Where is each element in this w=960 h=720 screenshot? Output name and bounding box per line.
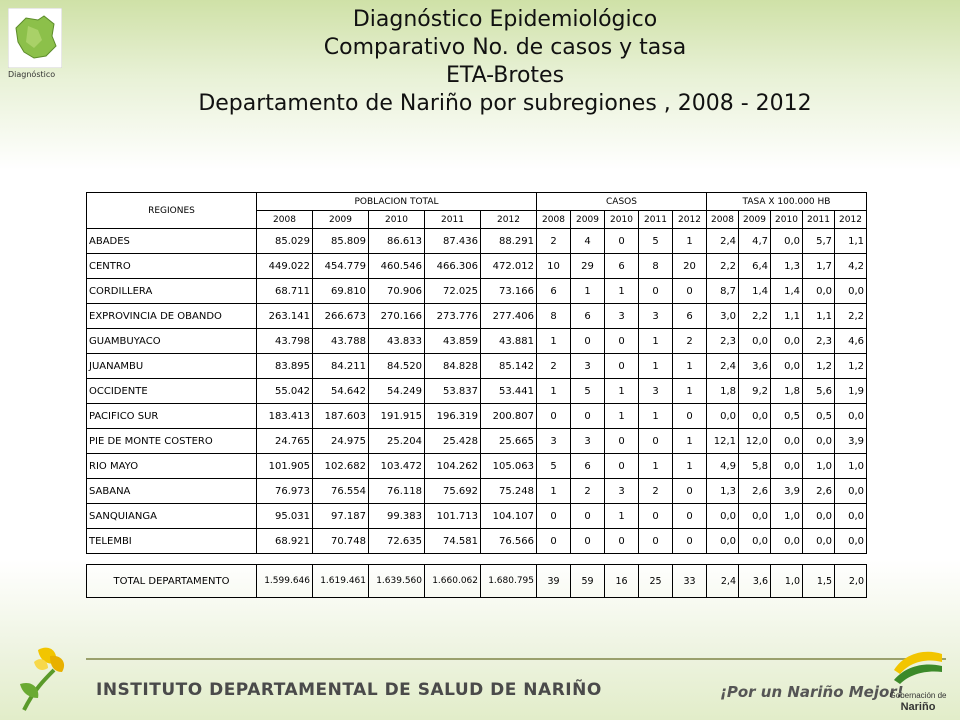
population-header: POBLACION TOTAL — [257, 193, 537, 211]
cases-cell: 29 — [571, 254, 605, 279]
pop-cell: 24.765 — [257, 429, 313, 454]
year-header-cell: 2011 — [639, 211, 673, 229]
pop-cell: 97.187 — [313, 504, 369, 529]
table-row — [87, 354, 867, 379]
rate-cell: 2,4 — [707, 229, 739, 254]
pop-cell: 53.837 — [425, 379, 481, 404]
rate-cell: 2,2 — [707, 254, 739, 279]
total-pop-cell: 1.660.062 — [425, 565, 481, 598]
rate-cell: 2,6 — [739, 479, 771, 504]
cases-cell: 5 — [639, 229, 673, 254]
rate-cell: 1,8 — [707, 379, 739, 404]
pop-cell: 25.204 — [369, 429, 425, 454]
cases-cell: 0 — [571, 504, 605, 529]
cases-cell: 2 — [571, 479, 605, 504]
region-cell: CENTRO — [87, 254, 257, 279]
narino-map-logo — [8, 8, 62, 68]
cases-cell: 0 — [537, 404, 571, 429]
cases-cell: 6 — [571, 454, 605, 479]
cases-cell: 0 — [571, 329, 605, 354]
rate-cell: 1,0 — [771, 504, 803, 529]
institute-name: INSTITUTO DEPARTAMENTAL DE SALUD DE NARIÑO — [96, 680, 602, 700]
rate-cell: 1,2 — [835, 354, 867, 379]
rate-cell: 3,6 — [739, 354, 771, 379]
region-cell: GUAMBUYACO — [87, 329, 257, 354]
cases-cell: 0 — [639, 429, 673, 454]
pop-cell: 84.828 — [425, 354, 481, 379]
rate-cell: 1,4 — [739, 279, 771, 304]
title-line-1: Diagnóstico Epidemiológico — [352, 7, 658, 32]
cases-cell: 0 — [571, 529, 605, 554]
region-cell: ABADES — [87, 229, 257, 254]
total-table — [86, 564, 867, 598]
year-header-cell: 2011 — [425, 211, 481, 229]
rate-cell: 1,2 — [803, 354, 835, 379]
cases-cell: 1 — [673, 354, 707, 379]
cases-cell: 1 — [605, 404, 639, 429]
pop-cell: 87.436 — [425, 229, 481, 254]
pop-cell: 24.975 — [313, 429, 369, 454]
pop-cell: 85.029 — [257, 229, 313, 254]
cases-cell: 3 — [605, 479, 639, 504]
cases-cell: 2 — [537, 229, 571, 254]
rate-cell: 8,7 — [707, 279, 739, 304]
region-cell: RIO MAYO — [87, 454, 257, 479]
cases-cell: 0 — [673, 529, 707, 554]
cases-cell: 6 — [537, 279, 571, 304]
cases-cell: 1 — [673, 454, 707, 479]
cases-cell: 3 — [537, 429, 571, 454]
pop-cell: 83.895 — [257, 354, 313, 379]
rate-cell: 3,9 — [835, 429, 867, 454]
total-rate-cell: 2,0 — [835, 565, 867, 598]
cases-cell: 1 — [673, 429, 707, 454]
pop-cell: 99.383 — [369, 504, 425, 529]
rate-cell: 0,0 — [835, 529, 867, 554]
pop-cell: 73.166 — [481, 279, 537, 304]
pop-cell: 277.406 — [481, 304, 537, 329]
title-line-3: ETA-Brotes — [445, 63, 565, 88]
table-row — [87, 504, 867, 529]
year-header-cell: 2012 — [481, 211, 537, 229]
rate-cell: 12,0 — [739, 429, 771, 454]
year-header-cell: 2008 — [257, 211, 313, 229]
pop-cell: 88.291 — [481, 229, 537, 254]
pop-cell: 191.915 — [369, 404, 425, 429]
rate-cell: 12,1 — [707, 429, 739, 454]
rate-cell: 9,2 — [739, 379, 771, 404]
rate-cell: 2,6 — [803, 479, 835, 504]
footer-divider — [86, 658, 946, 660]
cases-cell: 20 — [673, 254, 707, 279]
pop-cell: 472.012 — [481, 254, 537, 279]
total-cases-cell: 25 — [639, 565, 673, 598]
slogan: ¡Por un Nariño Mejor! — [720, 683, 904, 701]
rate-cell: 5,8 — [739, 454, 771, 479]
pop-cell: 454.779 — [313, 254, 369, 279]
cases-cell: 3 — [639, 304, 673, 329]
rate-cell: 1,1 — [835, 229, 867, 254]
logo-caption: Diagnóstico — [8, 70, 56, 79]
rate-cell: 0,0 — [835, 404, 867, 429]
rate-cell: 6,4 — [739, 254, 771, 279]
rate-cell: 0,0 — [803, 529, 835, 554]
cases-cell: 6 — [605, 254, 639, 279]
total-pop-cell: 1.619.461 — [313, 565, 369, 598]
flower-logo — [14, 640, 80, 714]
region-cell: PIE DE MONTE COSTERO — [87, 429, 257, 454]
year-header-cell: 2008 — [707, 211, 739, 229]
cases-cell: 1 — [639, 454, 673, 479]
year-header-cell: 2012 — [835, 211, 867, 229]
cases-cell: 0 — [639, 279, 673, 304]
year-header-cell: 2011 — [803, 211, 835, 229]
rate-cell: 0,0 — [707, 404, 739, 429]
cases-cell: 1 — [537, 379, 571, 404]
table-row — [87, 329, 867, 354]
pop-cell: 25.665 — [481, 429, 537, 454]
pop-cell: 69.810 — [313, 279, 369, 304]
pop-cell: 266.673 — [313, 304, 369, 329]
total-rate-cell: 3,6 — [739, 565, 771, 598]
cases-cell: 1 — [673, 229, 707, 254]
cases-cell: 6 — [571, 304, 605, 329]
pop-cell: 55.042 — [257, 379, 313, 404]
title-line-2: Comparativo No. de casos y tasa — [323, 35, 687, 60]
pop-cell: 86.613 — [369, 229, 425, 254]
region-cell: PACIFICO SUR — [87, 404, 257, 429]
rate-cell: 0,5 — [771, 404, 803, 429]
pop-cell: 183.413 — [257, 404, 313, 429]
cases-cell: 0 — [605, 329, 639, 354]
rate-cell: 1,3 — [707, 479, 739, 504]
pop-cell: 76.554 — [313, 479, 369, 504]
rate-cell: 0,0 — [771, 429, 803, 454]
rate-cell: 1,9 — [835, 379, 867, 404]
pop-cell: 104.262 — [425, 454, 481, 479]
cases-cell: 0 — [605, 429, 639, 454]
pop-cell: 75.692 — [425, 479, 481, 504]
page-title — [80, 6, 930, 118]
pop-cell: 101.713 — [425, 504, 481, 529]
pop-cell: 43.788 — [313, 329, 369, 354]
gov-logo-line-2: Nariño — [900, 701, 936, 713]
rate-cell: 4,7 — [739, 229, 771, 254]
total-cases-cell: 39 — [537, 565, 571, 598]
pop-cell: 43.798 — [257, 329, 313, 354]
table-row — [87, 529, 867, 554]
rate-cell: 0,0 — [803, 504, 835, 529]
pop-cell: 101.905 — [257, 454, 313, 479]
rate-cell: 0,0 — [803, 429, 835, 454]
rate-cell: 0,0 — [771, 329, 803, 354]
rate-cell: 0,0 — [771, 354, 803, 379]
title-line-4: Departamento de Nariño por subregiones , 2008 - 2012 — [198, 91, 812, 116]
cases-cell: 3 — [571, 354, 605, 379]
rate-cell: 2,3 — [803, 329, 835, 354]
table-row — [87, 479, 867, 504]
pop-cell: 263.141 — [257, 304, 313, 329]
cases-cell: 1 — [605, 504, 639, 529]
pop-cell: 70.748 — [313, 529, 369, 554]
data-table — [86, 192, 867, 554]
year-header-cell: 2008 — [537, 211, 571, 229]
pop-cell: 273.776 — [425, 304, 481, 329]
rate-cell: 0,0 — [771, 454, 803, 479]
table-row — [87, 379, 867, 404]
table-row — [87, 304, 867, 329]
rate-header: TASA X 100.000 HB — [707, 193, 867, 211]
rate-cell: 4,6 — [835, 329, 867, 354]
gobernacion-logo — [880, 640, 956, 714]
cases-cell: 1 — [571, 279, 605, 304]
pop-cell: 70.906 — [369, 279, 425, 304]
pop-cell: 95.031 — [257, 504, 313, 529]
rate-cell: 0,0 — [739, 529, 771, 554]
year-header-cell: 2010 — [369, 211, 425, 229]
rate-cell: 1,7 — [803, 254, 835, 279]
cases-cell: 8 — [537, 304, 571, 329]
cases-cell: 0 — [673, 404, 707, 429]
table-row — [87, 279, 867, 304]
pop-cell: 466.306 — [425, 254, 481, 279]
cases-cell: 3 — [639, 379, 673, 404]
rate-cell: 0,0 — [835, 279, 867, 304]
rate-cell: 0,0 — [803, 279, 835, 304]
cases-cell: 10 — [537, 254, 571, 279]
pop-cell: 76.973 — [257, 479, 313, 504]
pop-cell: 104.107 — [481, 504, 537, 529]
cases-cell: 3 — [605, 304, 639, 329]
rate-cell: 0,0 — [771, 529, 803, 554]
cases-header: CASOS — [537, 193, 707, 211]
pop-cell: 76.566 — [481, 529, 537, 554]
region-cell: EXPROVINCIA DE OBANDO — [87, 304, 257, 329]
rate-cell: 1,0 — [803, 454, 835, 479]
region-cell: OCCIDENTE — [87, 379, 257, 404]
table-row — [87, 404, 867, 429]
cases-cell: 8 — [639, 254, 673, 279]
total-pop-cell: 1.639.560 — [369, 565, 425, 598]
pop-cell: 43.859 — [425, 329, 481, 354]
total-cases-cell: 16 — [605, 565, 639, 598]
rate-cell: 0,0 — [739, 329, 771, 354]
cases-cell: 1 — [673, 379, 707, 404]
total-cases-cell: 33 — [673, 565, 707, 598]
pop-cell: 196.319 — [425, 404, 481, 429]
cases-cell: 2 — [639, 479, 673, 504]
table-row — [87, 229, 867, 254]
year-header-cell: 2009 — [739, 211, 771, 229]
rate-cell: 4,9 — [707, 454, 739, 479]
pop-cell: 68.921 — [257, 529, 313, 554]
data-table-container — [86, 192, 881, 598]
cases-cell: 2 — [537, 354, 571, 379]
total-rate-cell: 1,0 — [771, 565, 803, 598]
pop-cell: 72.635 — [369, 529, 425, 554]
pop-cell: 105.063 — [481, 454, 537, 479]
pop-cell: 76.118 — [369, 479, 425, 504]
cases-cell: 0 — [673, 279, 707, 304]
total-pop-cell: 1.680.795 — [481, 565, 537, 598]
rate-cell: 0,0 — [739, 504, 771, 529]
total-rate-cell: 1,5 — [803, 565, 835, 598]
gov-logo-line-1: Gobernación de — [889, 691, 947, 700]
cases-cell: 0 — [605, 529, 639, 554]
pop-cell: 449.022 — [257, 254, 313, 279]
rate-cell: 3,0 — [707, 304, 739, 329]
cases-cell: 1 — [605, 279, 639, 304]
table-row — [87, 454, 867, 479]
regions-header: REGIONES — [87, 193, 257, 229]
cases-cell: 4 — [571, 229, 605, 254]
pop-cell: 85.809 — [313, 229, 369, 254]
total-rate-cell: 2,4 — [707, 565, 739, 598]
cases-cell: 6 — [673, 304, 707, 329]
table-row — [87, 254, 867, 279]
cases-cell: 0 — [673, 479, 707, 504]
region-cell: TELEMBI — [87, 529, 257, 554]
total-row — [87, 565, 867, 598]
cases-cell: 0 — [605, 454, 639, 479]
year-header-cell: 2009 — [313, 211, 369, 229]
cases-cell: 1 — [639, 404, 673, 429]
rate-cell: 0,0 — [771, 229, 803, 254]
cases-cell: 0 — [605, 354, 639, 379]
rate-cell: 1,1 — [771, 304, 803, 329]
pop-cell: 75.248 — [481, 479, 537, 504]
cases-cell: 5 — [537, 454, 571, 479]
cases-cell: 1 — [605, 379, 639, 404]
region-cell: SABANA — [87, 479, 257, 504]
pop-cell: 68.711 — [257, 279, 313, 304]
cases-cell: 0 — [605, 229, 639, 254]
cases-cell: 5 — [571, 379, 605, 404]
pop-cell: 84.520 — [369, 354, 425, 379]
cases-cell: 1 — [639, 329, 673, 354]
year-header-cell: 2012 — [673, 211, 707, 229]
rate-cell: 0,5 — [803, 404, 835, 429]
rate-cell: 2,2 — [835, 304, 867, 329]
rate-cell: 2,3 — [707, 329, 739, 354]
region-cell: SANQUIANGA — [87, 504, 257, 529]
rate-cell: 1,8 — [771, 379, 803, 404]
year-header-cell: 2010 — [771, 211, 803, 229]
pop-cell: 74.581 — [425, 529, 481, 554]
cases-cell: 0 — [673, 504, 707, 529]
cases-cell: 1 — [537, 479, 571, 504]
pop-cell: 72.025 — [425, 279, 481, 304]
rate-cell: 3,9 — [771, 479, 803, 504]
table-row — [87, 429, 867, 454]
pop-cell: 43.833 — [369, 329, 425, 354]
pop-cell: 187.603 — [313, 404, 369, 429]
rate-cell: 0,0 — [707, 529, 739, 554]
cases-cell: 0 — [639, 529, 673, 554]
pop-cell: 43.881 — [481, 329, 537, 354]
rate-cell: 2,4 — [707, 354, 739, 379]
rate-cell: 1,1 — [803, 304, 835, 329]
pop-cell: 54.642 — [313, 379, 369, 404]
pop-cell: 53.441 — [481, 379, 537, 404]
rate-cell: 1,3 — [771, 254, 803, 279]
region-cell: CORDILLERA — [87, 279, 257, 304]
pop-cell: 460.546 — [369, 254, 425, 279]
pop-cell: 270.166 — [369, 304, 425, 329]
pop-cell: 54.249 — [369, 379, 425, 404]
rate-cell: 5,6 — [803, 379, 835, 404]
rate-cell: 1,4 — [771, 279, 803, 304]
cases-cell: 1 — [639, 354, 673, 379]
rate-cell: 5,7 — [803, 229, 835, 254]
rate-cell: 4,2 — [835, 254, 867, 279]
total-label-cell: TOTAL DEPARTAMENTO — [87, 565, 257, 598]
cases-cell: 0 — [571, 404, 605, 429]
rate-cell: 0,0 — [835, 504, 867, 529]
year-header-cell: 2009 — [571, 211, 605, 229]
pop-cell: 84.211 — [313, 354, 369, 379]
total-cases-cell: 59 — [571, 565, 605, 598]
pop-cell: 102.682 — [313, 454, 369, 479]
rate-cell: 2,2 — [739, 304, 771, 329]
total-pop-cell: 1.599.646 — [257, 565, 313, 598]
pop-cell: 85.142 — [481, 354, 537, 379]
cases-cell: 2 — [673, 329, 707, 354]
region-cell: JUANAMBU — [87, 354, 257, 379]
rate-cell: 1,0 — [835, 454, 867, 479]
year-header-cell: 2010 — [605, 211, 639, 229]
rate-cell: 0,0 — [707, 504, 739, 529]
cases-cell: 0 — [537, 529, 571, 554]
pop-cell: 200.807 — [481, 404, 537, 429]
pop-cell: 25.428 — [425, 429, 481, 454]
cases-cell: 0 — [639, 504, 673, 529]
cases-cell: 3 — [571, 429, 605, 454]
cases-cell: 0 — [537, 504, 571, 529]
cases-cell: 1 — [537, 329, 571, 354]
rate-cell: 0,0 — [739, 404, 771, 429]
pop-cell: 103.472 — [369, 454, 425, 479]
rate-cell: 0,0 — [835, 479, 867, 504]
